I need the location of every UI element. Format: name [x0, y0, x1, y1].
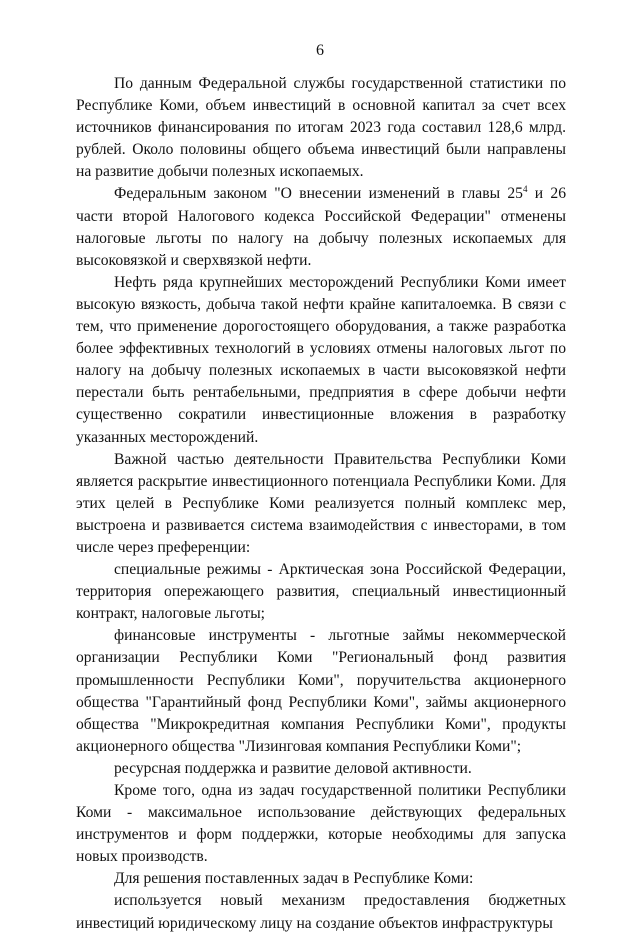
paragraph-oil-viscosity: Нефть ряда крупнейших месторождений Республики Коми имеет высокую вязкость, добыча такой нефти крайне капиталоемка. В связи с тем, что применение дорогостоящего оборудования, а также разработка более эффективных технологий в условиях отмены налоговых льгот по налогу на добычу полезных ископаемых в части высоковязкой нефти перестали быть рентабельными, предприятия в сфере добычи нефти существенно сократили инвестиционные вложения в разработку указанных месторождений. — [76, 273, 566, 446]
paragraph-federal-law — [76, 183, 566, 271]
paragraph-special-regimes: специальные режимы - Арктическая зона Российской Федерации, территория опережающего развития, специальный инвестиционный контракт, налоговые льготы; — [76, 561, 566, 623]
paragraph-investment-statistics: По данным Федеральной службы государственной статистики по Республике Коми, объем инвестиций в основной капитал за счет всех источников финансирования по итогам 2023 года составил 128,6 млрд. рублей. Около половины общего объема инвестиций были направлены на развитие добычи полезных ископаемых. — [76, 75, 566, 181]
document-body — [76, 73, 566, 935]
federal-law-text-start: Федеральным законом "О внесении изменений в главы 25 — [114, 185, 523, 203]
paragraph-state-policy: Кроме того, одна из задач государственной политики Республики Коми - максимальное использование действующих федеральных инструментов и форм поддержки, которые необходимы для запуска новых производств. — [76, 782, 566, 866]
paragraph-resource-support: ресурсная поддержка и развитие деловой активности. — [114, 759, 472, 777]
paragraph-budget-investments: используется новый механизм предоставления бюджетных инвестиций юридическому лицу на создание объектов инфраструктуры — [76, 892, 566, 932]
paragraph-investment-potential: Важной частью деятельности Правительства Республики Коми является раскрытие инвестиционного потенциала Республики Коми. Для этих целей в Республике Коми реализуется полный комплекс мер, выстроена и развивается система взаимодействия с инвесторами, в том числе через преференции: — [76, 450, 566, 556]
paragraph-tasks-intro: Для решения поставленных задач в Республике Коми: — [114, 870, 474, 888]
page-number: 6 — [316, 42, 324, 59]
paragraph-financial-instruments: финансовые инструменты - льготные займы некоммерческой организации Республики Коми "Региональный фонд развития промышленности Республики Коми", поручительства акционерного общества "Гарантийный фонд Республики Коми", займы акционерного общества "Микрокредитная компания Республики Коми", продукты акционерного общества "Лизинговая компания Республики Коми"; — [76, 627, 566, 755]
chapter-superscript: 4 — [522, 184, 528, 195]
federal-law-text-end: и 26 части второй Налогового кодекса Российской Федерации" отменены налоговые льготы по налогу на добычу полезных ископаемых для высоковязкой и сверхвязкой нефти. — [76, 185, 566, 269]
